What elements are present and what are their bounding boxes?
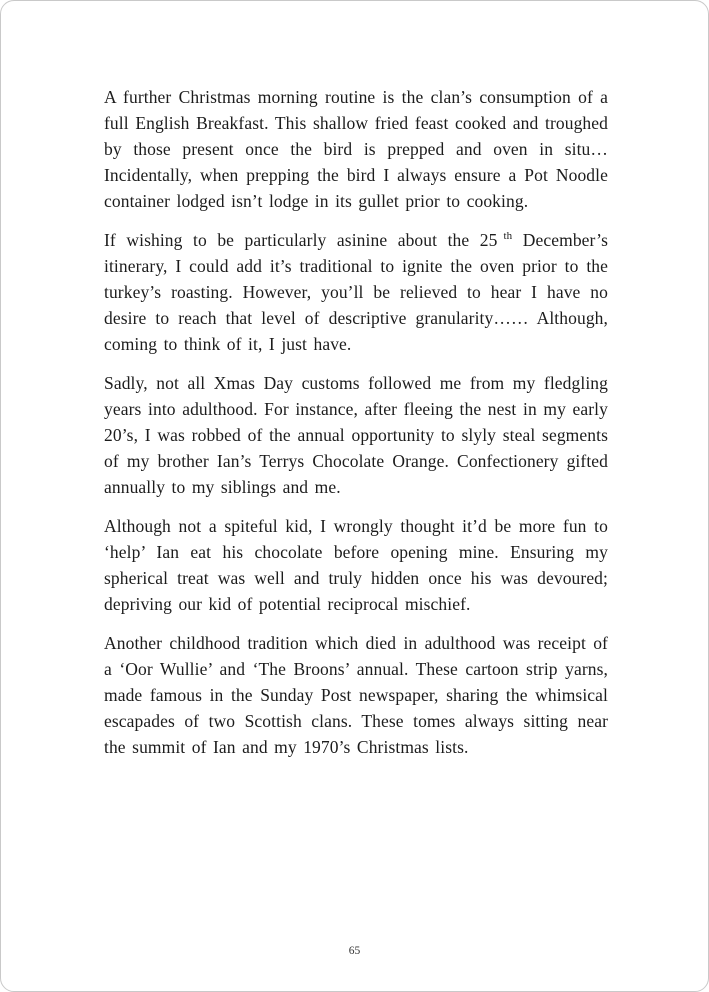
paragraph-itinerary — [104, 227, 608, 357]
paragraph-itinerary-text-before: If wishing to be particularly asinine about the 25 — [104, 230, 498, 250]
paragraph-mischief: Although not a spiteful kid, I wrongly thought it’d be more fun to ‘help’ Ian eat his chocolate before opening mine. Ensuring my spherical treat was well and truly hidden once his was devoured; depriving our kid of potential reciprocal mischief. — [104, 516, 608, 614]
page-content — [104, 84, 608, 760]
ordinal-superscript: th — [503, 230, 513, 243]
paragraph-chocolate-orange: Sadly, not all Xmas Day customs followed me from my fledgling years into adulthood. For instance, after fleeing the nest in my early 20’s, I was robbed of the annual opportunity to slyly steal segments of my brother Ian’s Terrys Chocolate Orange. Confectionery gifted annually to my siblings and me. — [104, 373, 608, 497]
paragraph-itinerary-text-after: December’s itinerary, I could add it’s traditional to ignite the oven prior to the turkey’s roasting. However, you’ll be relieved to hear I have no desire to reach that level of descriptive granularity…… Although, coming to think of it, I just have. — [104, 230, 608, 354]
paragraph-breakfast: A further Christmas morning routine is the clan’s consumption of a full English Breakfast. This shallow fried feast cooked and troughed by those present once the bird is prepped and oven in situ… Incidentally, when prepping the bird I always ensure a Pot Noodle container lodged isn’t lodge in its gullet prior to cooking. — [104, 87, 608, 211]
page-number: 65 — [348, 945, 361, 957]
paragraph-annuals: Another childhood tradition which died in adulthood was receipt of a ‘Oor Wullie’ and ‘The Broons’ annual. These cartoon strip yarns, made famous in the Sunday Post newspaper, sharing the whimsical escapades of two Scottish clans. These tomes always sitting near the summit of Ian and my 1970’s Christmas lists. — [104, 633, 608, 757]
